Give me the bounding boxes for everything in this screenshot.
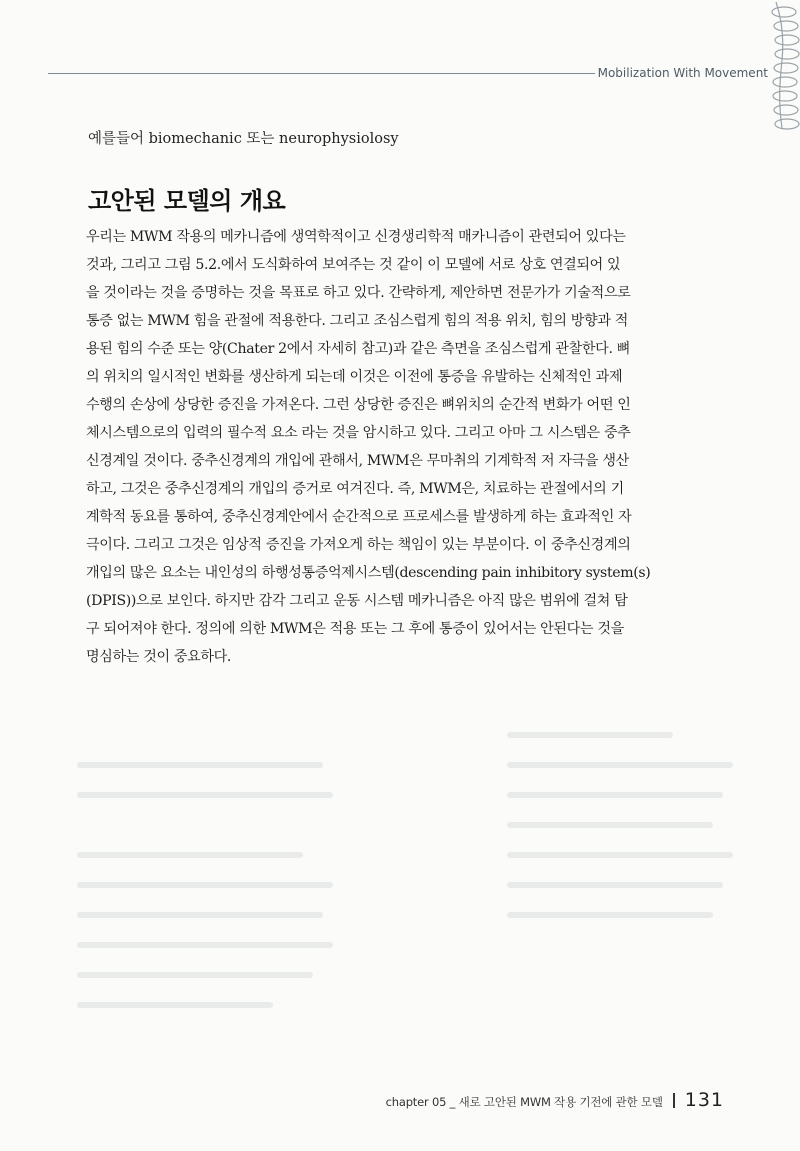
footer-chapter-label: chapter 05 _ 새로 고안된 MWM 작용 기전에 관한 모델 <box>385 1095 663 1109</box>
body-line: 명심하는 것이 중요하다. <box>86 649 232 665</box>
body-line: 개입의 많은 요소는 내인성의 하행성통증억제시스템(descending pain inhibitory system(s) <box>86 565 651 581</box>
running-header: Mobilization With Movement <box>597 66 768 80</box>
spine-illustration <box>758 0 800 130</box>
body-line: 을 것이라는 것을 증명하는 것을 목표로 하고 있다. 간략하게, 제안하면 전문가가 기술적으로 <box>86 285 631 301</box>
body-line: 하고, 그것은 중추신경계의 개입의 증거로 여겨진다. 즉, MWM은, 치료하는 관절에서의 기 <box>86 481 624 497</box>
body-line: 구 되어져야 한다. 정의에 의한 MWM은 적용 또는 그 후에 통증이 있어서는 안된다는 것을 <box>86 621 624 637</box>
body-line: 우리는 MWM 작용의 메카니즘에 생역학적이고 신경생리학적 매카니즘이 관련되어 있다는 <box>86 229 626 245</box>
page-number: 131 <box>684 1089 724 1111</box>
body-line: 것과, 그리고 그림 5.2.에서 도식화하여 보여주는 것 같이 이 모델에 서로 상호 연결되어 있 <box>86 257 621 273</box>
body-line: 계학적 동요를 통하여, 중추신경계안에서 순간적으로 프로세스를 발생하게 하는 효과적인 자 <box>86 509 632 525</box>
body-line: 통증 없는 MWM 힘을 관절에 적용한다. 그리고 조심스럽게 힘의 적용 위치, 힘의 방향과 적 <box>86 313 628 329</box>
footer-divider <box>673 1093 675 1108</box>
body-line: (DPIS))으로 보인다. 하지만 감각 그리고 운동 시스템 메카니즘은 아직 많은 범위에 걸쳐 탐 <box>86 593 628 609</box>
body-line: 용된 힘의 수준 또는 양(Chater 2에서 자세히 참고)과 같은 측면을 조심스럽게 관찰한다. 뼈 <box>86 341 630 357</box>
section-heading: 고안된 모델의 개요 <box>88 187 286 215</box>
page-footer <box>386 1089 724 1111</box>
show-through-texture <box>70 715 750 1045</box>
body-line: 체시스템으로의 입력의 필수적 요소 라는 것을 암시하고 있다. 그리고 아마 그 시스템은 중추 <box>86 425 631 441</box>
header-rule <box>48 73 595 74</box>
body-line: 수행의 손상에 상당한 증진을 가져온다. 그런 상당한 증진은 뼈위치의 순간적 변화가 어떤 인 <box>86 397 631 413</box>
intro-line: 예를들어 biomechanic 또는 neurophysiolosy <box>88 131 399 147</box>
body-line: 신경계일 것이다. 중추신경계의 개입에 관해서, MWM은 무마취의 기계학적 저 자극을 생산 <box>86 453 629 469</box>
body-paragraph <box>86 223 726 671</box>
body-line: 의 위치의 일시적인 변화를 생산하게 되는데 이것은 이전에 통증을 유발하는 신체적인 과제 <box>86 369 623 385</box>
body-line: 극이다. 그리고 그것은 임상적 증진을 가져오게 하는 책임이 있는 부분이다. 이 중추신경계의 <box>86 537 631 553</box>
